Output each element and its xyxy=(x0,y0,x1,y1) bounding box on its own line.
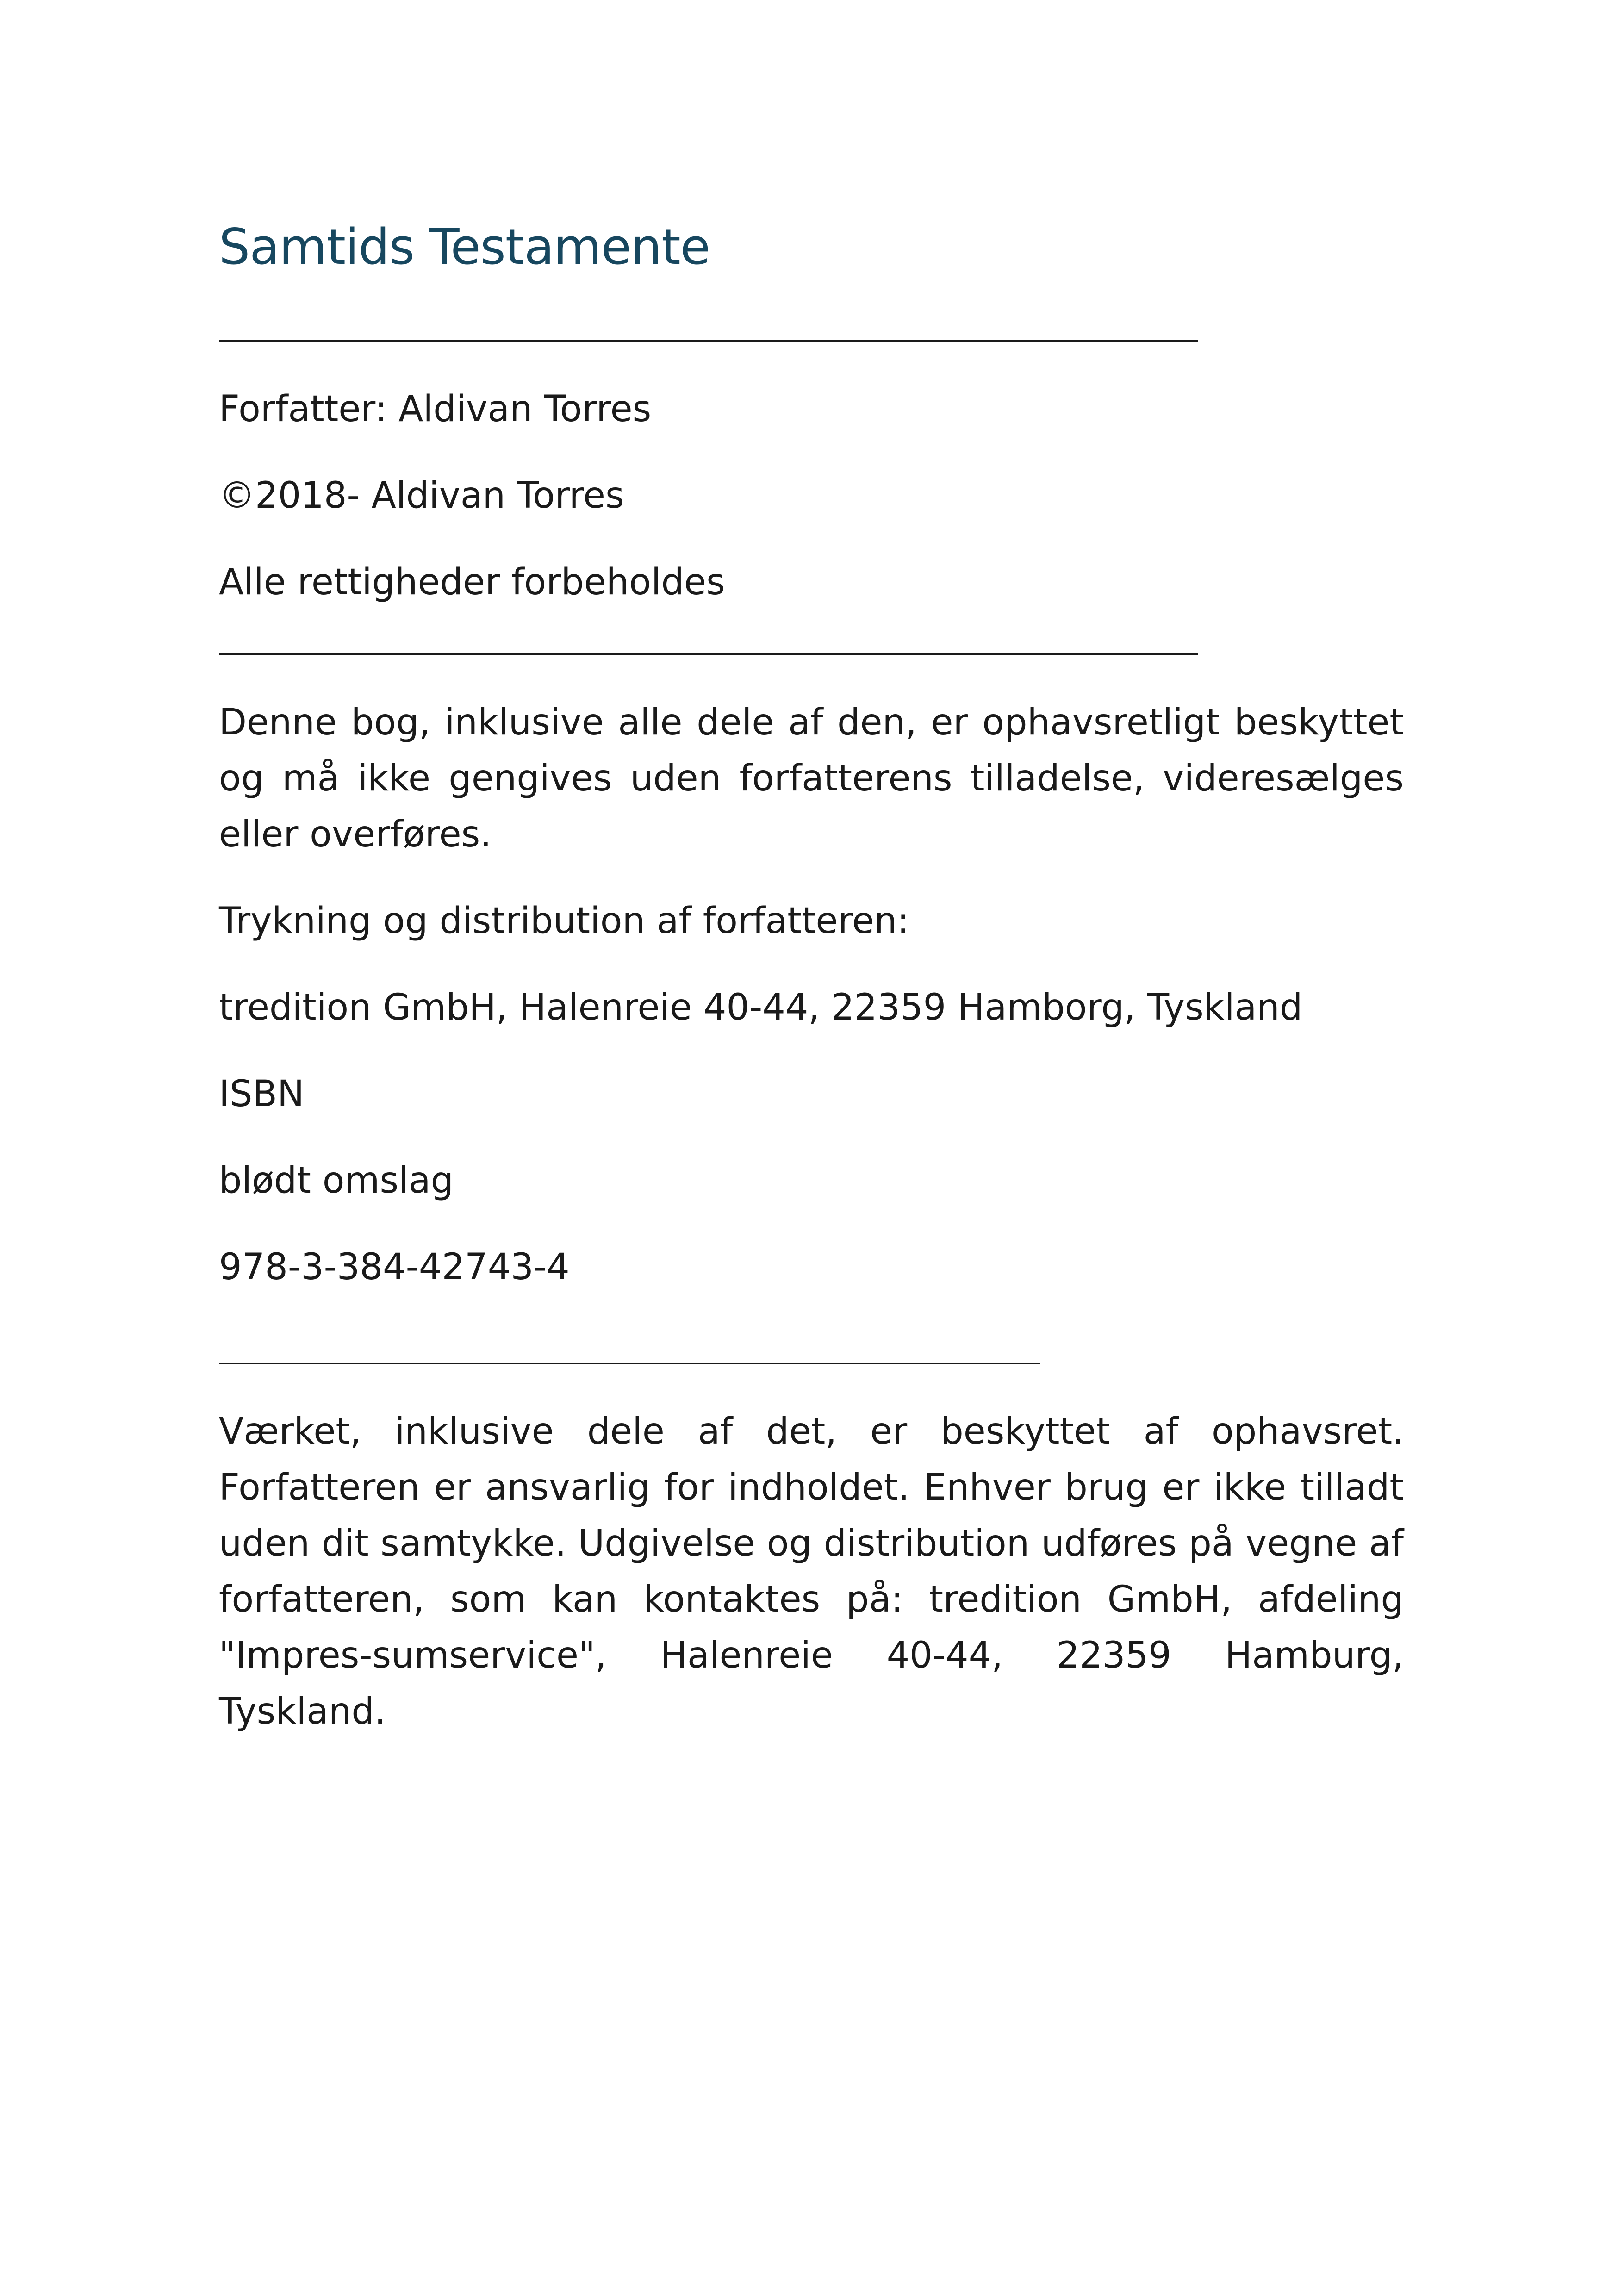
page-content xyxy=(219,218,1404,1739)
isbn-number: 978-3-384-42743-4 xyxy=(219,1246,570,1288)
document-title: Samtids Testamente xyxy=(219,218,710,275)
publisher-address: tredition GmbH, Halenreie 40-44, 22359 Hamborg, Tyskland xyxy=(219,986,1303,1028)
copyright-notice: Denne bog, inklusive alle dele af den, er ophavsretligt beskyttet og må ikke gengives uden forfatterens tilladelse, videresælges eller overføres. xyxy=(219,702,1404,856)
author-line: Forfatter: Aldivan Torres xyxy=(219,388,652,430)
isbn-label: ISBN xyxy=(219,1073,305,1115)
separator-line xyxy=(219,1363,1040,1364)
printing-line: Trykning og distribution af forfatteren: xyxy=(219,900,909,942)
rights-line: Alle rettigheder forbeholdes xyxy=(219,561,725,604)
separator-line xyxy=(219,340,1198,342)
copyright-line: ©2018- Aldivan Torres xyxy=(219,475,624,517)
format-label: blødt omslag xyxy=(219,1160,454,1202)
legal-notice: Værket, inklusive dele af det, er beskyttet af ophavsret. Forfatteren er ansvarlig for indholdet. Enhver brug er ikke tilladt uden dit samtykke. Udgivelse og distribution udføres på vegne af forfatteren, som kan kontaktes på: tredition GmbH, afdeling "Impres-sumservice", Halenreie 40-44, 22359 Hamburg, Tyskland. xyxy=(219,1411,1404,1732)
separator-line xyxy=(219,653,1198,655)
